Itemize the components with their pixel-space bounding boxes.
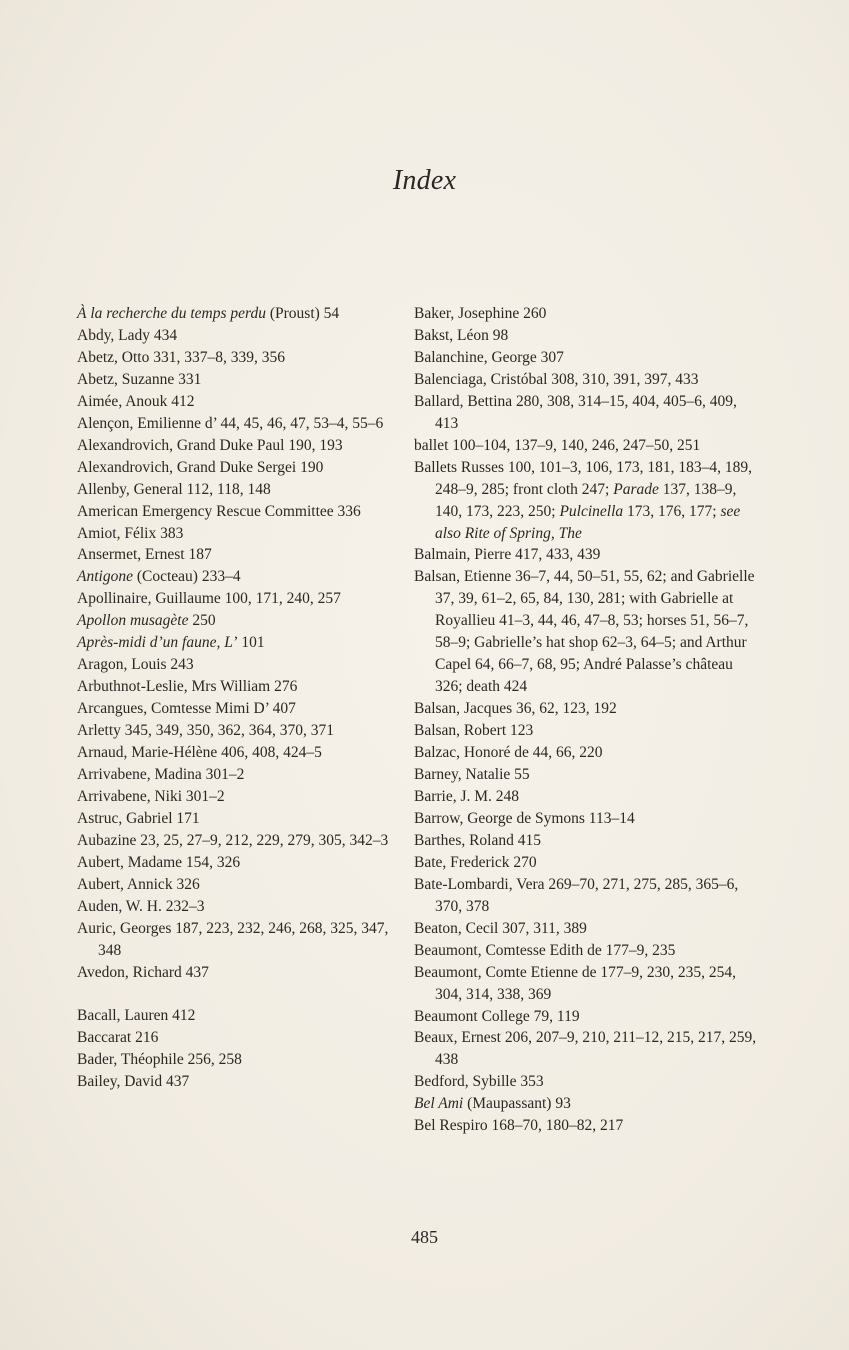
index-entry: Arrivabene, Niki 301–2 xyxy=(77,787,225,805)
index-entry: Abetz, Otto 331, 337–8, 339, 356 xyxy=(77,348,285,366)
page-title: Index xyxy=(392,165,457,196)
cross-reference: see also xyxy=(435,502,741,542)
index-entry: Balmain, Pierre 417, 433, 439 xyxy=(414,546,601,564)
index-entry: Auric, Georges 187, 223, 232, 246, 268, 325, 347, 348 xyxy=(77,919,389,959)
index-entry: Bakst, Léon 98 xyxy=(414,326,509,344)
index-entry: Balzac, Honoré de 44, 66, 220 xyxy=(414,744,603,762)
index-entry: Ballard, Bettina 280, 308, 314–15, 404, 405–6, 409, 413 xyxy=(414,392,737,432)
index-entry: Apollinaire, Guillaume 100, 171, 240, 257 xyxy=(77,590,341,608)
index-entry: Abetz, Suzanne 331 xyxy=(77,370,202,388)
index-entry: Balanchine, George 307 xyxy=(414,348,564,366)
index-entry: Abdy, Lady 434 xyxy=(77,326,178,344)
index-entry: Arnaud, Marie-Hélène 406, 408, 424–5 xyxy=(77,744,322,762)
index-entry: Beaumont, Comte Etienne de 177–9, 230, 235, 254, 304, 314, 338, 369 xyxy=(414,963,737,1003)
index-column-left xyxy=(77,303,397,1093)
index-entry: Arrivabene, Madina 301–2 xyxy=(77,766,245,784)
index-entry: Alexandrovich, Grand Duke Sergei 190 xyxy=(77,458,324,476)
index-entry: ballet 100–104, 137–9, 140, 246, 247–50, 251 xyxy=(414,436,701,454)
index-entry: Après-midi d’un faune, L’ 101 xyxy=(77,634,265,652)
index-entry: Balsan, Jacques 36, 62, 123, 192 xyxy=(414,700,617,718)
work-title: Pulcinella xyxy=(559,502,624,520)
index-entry: Alençon, Emilienne d’ 44, 45, 46, 47, 53–4, 55–6 xyxy=(77,414,384,432)
index-entry: Aubert, Madame 154, 326 xyxy=(77,853,241,871)
index-entry: Avedon, Richard 437 xyxy=(77,963,209,981)
work-title: À la recherche du temps perdu xyxy=(77,305,266,322)
index-entry: Apollon musagète 250 xyxy=(77,612,216,630)
index-entry: Bate-Lombardi, Vera 269–70, 271, 275, 285, 365–6, 370, 378 xyxy=(414,875,739,915)
work-title: Rite of Spring, The xyxy=(464,524,582,542)
work-title: Apollon musagète xyxy=(77,612,189,630)
index-entry: À la recherche du temps perdu (Proust) 54 xyxy=(77,305,340,322)
index-entry: Bel Ami (Maupassant) 93 xyxy=(414,1095,571,1113)
page-number: 485 xyxy=(411,1227,438,1247)
index-entry: Barrie, J. M. 248 xyxy=(414,787,520,805)
work-title: Antigone xyxy=(77,568,133,586)
index-column-right xyxy=(414,303,759,1137)
work-title: Bel Ami xyxy=(414,1095,464,1113)
index-entry: Baccarat 216 xyxy=(77,1029,159,1047)
index-entry: American Emergency Rescue Committee 336 xyxy=(77,502,361,520)
index-entry: Balsan, Robert 123 xyxy=(414,722,534,740)
index-entry: Bader, Théophile 256, 258 xyxy=(77,1051,242,1069)
index-entry: Arcangues, Comtesse Mimi D’ 407 xyxy=(77,700,296,718)
index-entry: Balenciaga, Cristóbal 308, 310, 391, 397, 433 xyxy=(414,370,699,388)
index-entry: Barthes, Roland 415 xyxy=(414,831,541,849)
index-entry: Bate, Frederick 270 xyxy=(414,853,537,871)
index-entry: Allenby, General 112, 118, 148 xyxy=(77,480,271,498)
index-entry: Ballets Russes 100, 101–3, 106, 173, 181, 183–4, 189, 248–9, 285; front cloth 247; Parade 137, 138–9, 140, 173, 223, 250; Pulcinella 173, 176, 177; see also Rite of Spring, The xyxy=(414,458,752,542)
index-entry: Aubazine 23, 25, 27–9, 212, 229, 279, 305, 342–3 xyxy=(77,831,389,849)
index-entry: Bailey, David 437 xyxy=(77,1073,190,1091)
index-entry: Alexandrovich, Grand Duke Paul 190, 193 xyxy=(77,436,343,454)
index-entry: Bacall, Lauren 412 xyxy=(77,1007,196,1025)
section-gap xyxy=(77,984,397,1006)
index-entry: Barney, Natalie 55 xyxy=(414,766,530,784)
work-title: Parade xyxy=(613,480,659,498)
index-entry: Aimée, Anouk 412 xyxy=(77,392,195,410)
index-entry: Beaumont College 79, 119 xyxy=(414,1007,580,1025)
index-entry: Beaton, Cecil 307, 311, 389 xyxy=(414,919,587,937)
index-entry: Aubert, Annick 326 xyxy=(77,875,200,893)
work-title: Après-midi d’un faune, L’ xyxy=(77,634,238,652)
index-entry: Baker, Josephine 260 xyxy=(414,305,547,322)
index-entry: Beaumont, Comtesse Edith de 177–9, 235 xyxy=(414,941,676,959)
index-entry: Astruc, Gabriel 171 xyxy=(77,809,200,827)
index-entry: Bedford, Sybille 353 xyxy=(414,1073,544,1091)
index-entry: Ansermet, Ernest 187 xyxy=(77,546,212,564)
index-entry: Antigone (Cocteau) 233–4 xyxy=(77,568,241,586)
index-entry: Balsan, Etienne 36–7, 44, 50–51, 55, 62; and Gabrielle 37, 39, 61–2, 65, 84, 130, 281; with Gabrielle at Royallieu 41–3, 44, 46, 47–8, 53; horses 51, 56–7, 58–9; Gabrielle’s hat shop 62–3, 64–5; and Arthur Capel 64, 66–7, 68, 95; André Palasse’s château 326; death 424 xyxy=(414,568,755,696)
index-entry: Arletty 345, 349, 350, 362, 364, 370, 371 xyxy=(77,722,335,740)
index-entry: Barrow, George de Symons 113–14 xyxy=(414,809,635,827)
index-entry: Bel Respiro 168–70, 180–82, 217 xyxy=(414,1117,624,1135)
index-entry: Auden, W. H. 232–3 xyxy=(77,897,205,915)
index-entry: Aragon, Louis 243 xyxy=(77,656,194,674)
index-entry: Amiot, Félix 383 xyxy=(77,524,184,542)
index-entry: Beaux, Ernest 206, 207–9, 210, 211–12, 215, 217, 259, 438 xyxy=(414,1029,757,1069)
index-entry: Arbuthnot-Leslie, Mrs William 276 xyxy=(77,678,298,696)
